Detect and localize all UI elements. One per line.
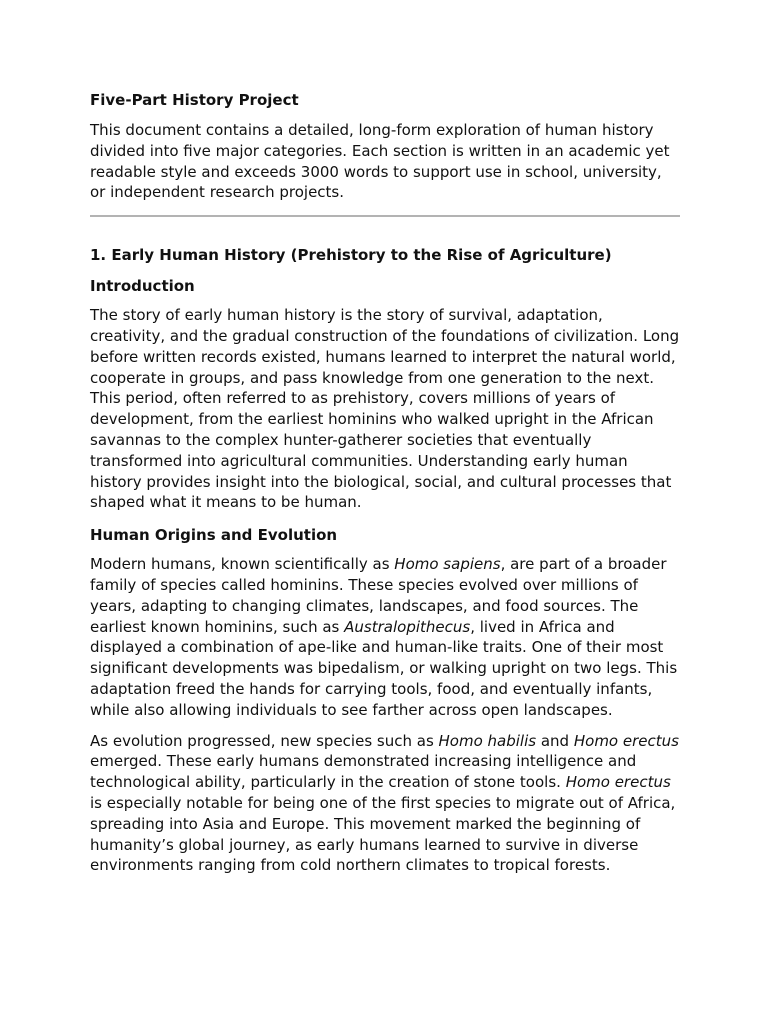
species-name: Homo erectus [573,731,679,750]
text-run: , are part of a broader family of species called hominins. These species evolved over millions of years, adapting to changing climates, landscapes, and food sources. The earliest known hominins, such as [90,555,667,636]
text-run: As evolution progressed, new species such as [90,731,439,750]
species-name: Homo habilis [438,731,537,750]
origins-paragraph-1 [90,554,680,720]
intro-paragraph: This document contains a detailed, long-form exploration of human history divided into five major categories. Each section is written in an academic yet readable style and exceeds 3000 words to support use in school, university, or independent research projects. [90,121,670,202]
horizontal-divider [90,215,680,217]
origins-heading: Human Origins and Evolution [90,526,338,545]
text-run: is especially notable for being one of the first species to migrate out of Africa, spreading into Asia and Europe. This movement marked the beginning of humanity’s global journey, as early humans learned to survive in diverse environments ranging from cold northern climates to tropical forests. [90,793,676,875]
text-run: Modern humans, known scientifically as [90,555,395,574]
text-run: and [536,731,574,750]
section-title: 1. Early Human History (Prehistory to the Rise of Agriculture) [90,246,612,265]
document-title: Five-Part History Project [90,91,299,109]
species-name: Homo erectus [565,773,671,792]
document-page [90,88,680,886]
text-run: , lived in Africa and displayed a combination of ape-like and human-like traits. One of their most significant developments was bipedalism, or walking upright on two legs. This adaptation freed the hands for carrying tools, food, and eventually infants, while also allowing individuals to see farther across open landscapes. [90,617,678,719]
species-name: Australopithecus [344,617,471,636]
introduction-heading: Introduction [90,277,195,296]
origins-paragraph-2 [90,731,680,877]
text-run: emerged. These early humans demonstrated increasing intelligence and technological ability, particularly in the creation of stone tools. [90,752,637,792]
species-name: Homo sapiens [394,555,501,574]
introduction-paragraph: The story of early human history is the story of survival, adaptation, creativity, and the gradual construction of the foundations of civilization. Long before written records existed, humans learned to interpret the natural world, cooperate in groups, and pass knowledge from one generation to the next. This period, often referred to as prehistory, covers millions of years of development, from the earliest hominins who walked upright in the African savannas to the complex hunter-gatherer societies that eventually transformed into agricultural communities. Understanding early human history provides insight into the biological, social, and cultural processes that shaped what it means to be human. [90,306,680,512]
